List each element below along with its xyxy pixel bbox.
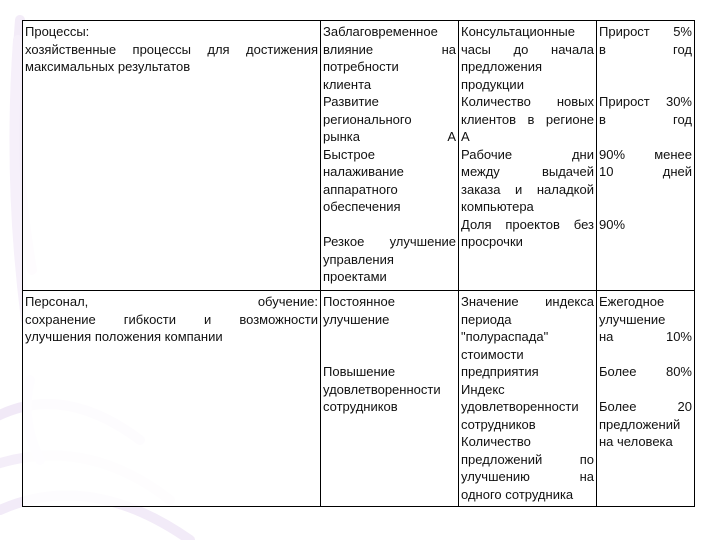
- table-cell: [459, 21, 597, 291]
- cell-spacer: [599, 128, 692, 146]
- cell-text-line: Доля проектов без: [461, 216, 594, 232]
- cell-spacer: [599, 198, 692, 216]
- cell-text-line: предприятия: [461, 364, 539, 379]
- cell-spacer: [323, 216, 456, 234]
- cell-text-line: сохранение гибкости и возможности: [25, 311, 318, 327]
- cell-text-line: "полураспада": [461, 329, 549, 344]
- cell-text-line: улучшению на: [461, 469, 594, 484]
- cell-text-line: в год: [599, 111, 692, 127]
- cell-text-line: влияние на: [323, 41, 456, 57]
- cell-text-line: Повышение: [323, 364, 396, 379]
- cell-text-line: предложений: [599, 416, 681, 432]
- cell-text-line: Рабочие дни: [461, 146, 594, 162]
- cell-text-line: рынка А: [323, 129, 456, 144]
- cell-text-line: предложения: [461, 59, 543, 74]
- cell-text-line: клиентов в регионе: [461, 111, 594, 127]
- cell-text-line: Заблаговременное: [323, 24, 438, 39]
- cell-spacer: [599, 181, 692, 199]
- cell-text-line: 90% менее: [599, 146, 692, 162]
- cell-spacer: [599, 346, 692, 364]
- table-cell: [597, 291, 695, 507]
- cell-text-line: улучшения положения компании: [25, 329, 223, 344]
- cell-text-line: между выдачей: [461, 164, 594, 179]
- cell-text-line: аппаратного: [323, 181, 398, 197]
- cell-text-line: заказа и наладкой: [461, 181, 594, 197]
- table-cell: [597, 21, 695, 291]
- cell-spacer: [599, 58, 692, 76]
- cell-text-line: одного сотрудника: [461, 486, 574, 502]
- cell-text-line: улучшение: [323, 311, 390, 327]
- cell-spacer: [323, 346, 456, 364]
- table-cell: [23, 291, 321, 507]
- table-cell: [23, 21, 321, 291]
- cell-text-line: Количество: [461, 434, 531, 449]
- table-cell: [321, 291, 459, 507]
- cell-text-line: Персонал, обучение:: [25, 294, 318, 309]
- cell-text-line: Быстрое: [323, 146, 376, 162]
- cell-text-line: налаживание: [323, 164, 404, 179]
- cell-spacer: [323, 328, 456, 346]
- cell-text-line: Более 20: [599, 399, 692, 414]
- cell-text-line: компьютера: [461, 199, 534, 214]
- cell-text-line: Значение индекса: [461, 294, 594, 309]
- cell-text-line: часы до начала: [461, 41, 594, 57]
- cell-text-line: на 10%: [599, 329, 692, 344]
- cell-text-line: Более 80%: [599, 364, 692, 379]
- cell-text-line: сотрудников: [323, 399, 398, 414]
- table-cell: [321, 21, 459, 291]
- cell-text-line: в год: [599, 41, 692, 57]
- cell-text-line: максимальных результатов: [25, 59, 191, 74]
- cell-text-line: клиента: [323, 76, 372, 92]
- cell-text-line: Прирост 5%: [599, 24, 692, 39]
- cell-text-line: удовлетворенности: [323, 381, 441, 397]
- cell-text-line: А: [461, 129, 470, 144]
- cell-text-line: Консультационные: [461, 24, 575, 39]
- cell-text-line: 10 дней: [599, 164, 692, 179]
- cell-text-line: Постоянное: [323, 294, 395, 309]
- cell-text-line: Процессы:: [25, 24, 90, 39]
- table-row: [23, 21, 695, 291]
- cell-text-line: 90%: [599, 216, 626, 232]
- cell-text-line: Количество новых: [461, 94, 594, 109]
- cell-text-line: удовлетворенности: [461, 399, 579, 414]
- cell-text-line: регионального: [323, 111, 412, 127]
- cell-text-line: продукции: [461, 76, 524, 92]
- cell-text-line: Ежегодное: [599, 294, 665, 309]
- cell-text-line: Индекс: [461, 381, 505, 397]
- cell-text-line: потребности: [323, 59, 399, 74]
- cell-text-line: сотрудников: [461, 416, 536, 432]
- cell-spacer: [599, 76, 692, 94]
- cell-text-line: на человека: [599, 434, 673, 449]
- cell-text-line: предложений по: [461, 451, 594, 467]
- cell-text-line: проектами: [323, 269, 387, 284]
- cell-text-line: Резкое улучшение: [323, 234, 456, 249]
- cell-spacer: [599, 381, 692, 399]
- cell-text-line: Прирост 30%: [599, 94, 692, 109]
- cell-text-line: просрочки: [461, 234, 523, 249]
- table-cell: [459, 291, 597, 507]
- cell-text-line: периода: [461, 311, 512, 327]
- cell-text-line: управления: [323, 251, 394, 267]
- cell-text-line: стоимости: [461, 346, 524, 362]
- cell-text-line: обеспечения: [323, 199, 401, 214]
- goals-table: [22, 20, 695, 507]
- table-row: [23, 291, 695, 507]
- cell-text-line: хозяйственные процессы для достижения: [25, 41, 318, 57]
- cell-text-line: Развитие: [323, 94, 379, 109]
- cell-text-line: улучшение: [599, 311, 666, 327]
